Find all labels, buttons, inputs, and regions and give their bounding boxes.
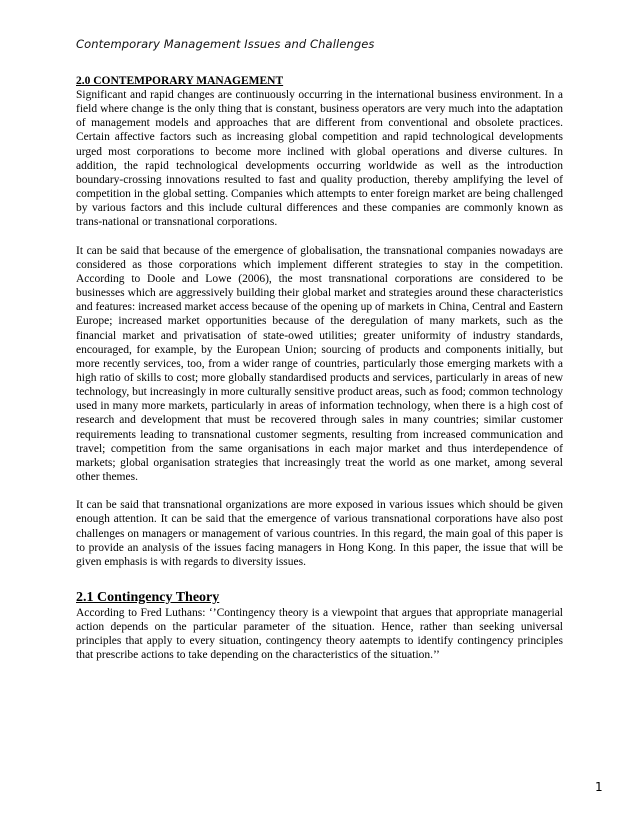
running-header: Contemporary Management Issues and Challenges (76, 37, 375, 51)
body-paragraph: It can be said that transnational organizations are more exposed in various issues which should be given enough attention. It can be said that the emergence of various transnational corporations have also post challenges on managers or management of various countries. In this regard, the main goal of this paper is to provide an analysis of the issues facing managers in Hong Kong. In this paper, the issue that will be given emphasis is with regards to diversity issues. (76, 499, 563, 568)
section-heading: 2.0 CONTEMPORARY MANAGEMENT (76, 75, 284, 87)
page-number: 1 (595, 780, 603, 794)
body-paragraph: According to Fred Luthans: ‘’Contingency theory is a viewpoint that argues that appropriate managerial action depends on the particular parameter of the situation. Hence, rather than seeking universal principles that apply to every situation, contingency theory aatempts to identify contingency principles that prescribe actions to take depending on the characteristics of the situation.’’ (76, 607, 563, 662)
body-paragraph: Significant and rapid changes are continuously occurring in the international business environment. In a field where change is the only thing that is constant, business operators are very much into the adaptation of management models and approaches that are different from conventional and obsolete practices. Certain affective factors such as increasing global competition and rapid technological developments urged most corporations to become more inclined with global operations and diverse cultures. In addition, the rapid technological developments occurring worldwide as well as the introduction boundary-crossing innovations resulted to fast and quality production, thereby amplifying the level of competition in the global setting. Companies which attempts to enter foreign market are being challenged by various factors and this include cultural differences and these companies are commonly known as trans-national or transnational corporations. (76, 89, 563, 229)
body-paragraph: It can be said that because of the emergence of globalisation, the transnational companies nowadays are considered as those corporations which implement different strategies to stay in the competition. According to Doole and Lowe (2006), the most transnational corporations are considered to be businesses which are aggressively building their global market and strategies around these characteristics and features: increased market access because of the opening up of markets in China, Central and Eastern Europe; increased market opportunities because of the deregulation of many markets, such as the financial market and privatisation of state-owed utilities; greater uniformity of industry standards, encouraged, for example, by the European Union; sourcing of products and components initially, but more recently services, too, from a wider range of countries, particularly those emerging markets with a high ratio of skills to cost; more globally standardised products and services, particularly in areas of new technology, but increasingly in more culturally sensitive product areas, such as food; common technology used in many more markets, particularly in areas of information technology, when there is a high cost of research and development that must be recovered through sales in many countries; similar customer requirements leading to transnational customer segments, resulting from increased communication and travel; competition from the same organisations in each major market and thus interdependence of markets; global organisation strategies that increasingly treat the world as one market, among several other themes. (76, 244, 563, 484)
subsection-heading: 2.1 Contingency Theory (76, 590, 220, 605)
document-body (76, 74, 563, 663)
